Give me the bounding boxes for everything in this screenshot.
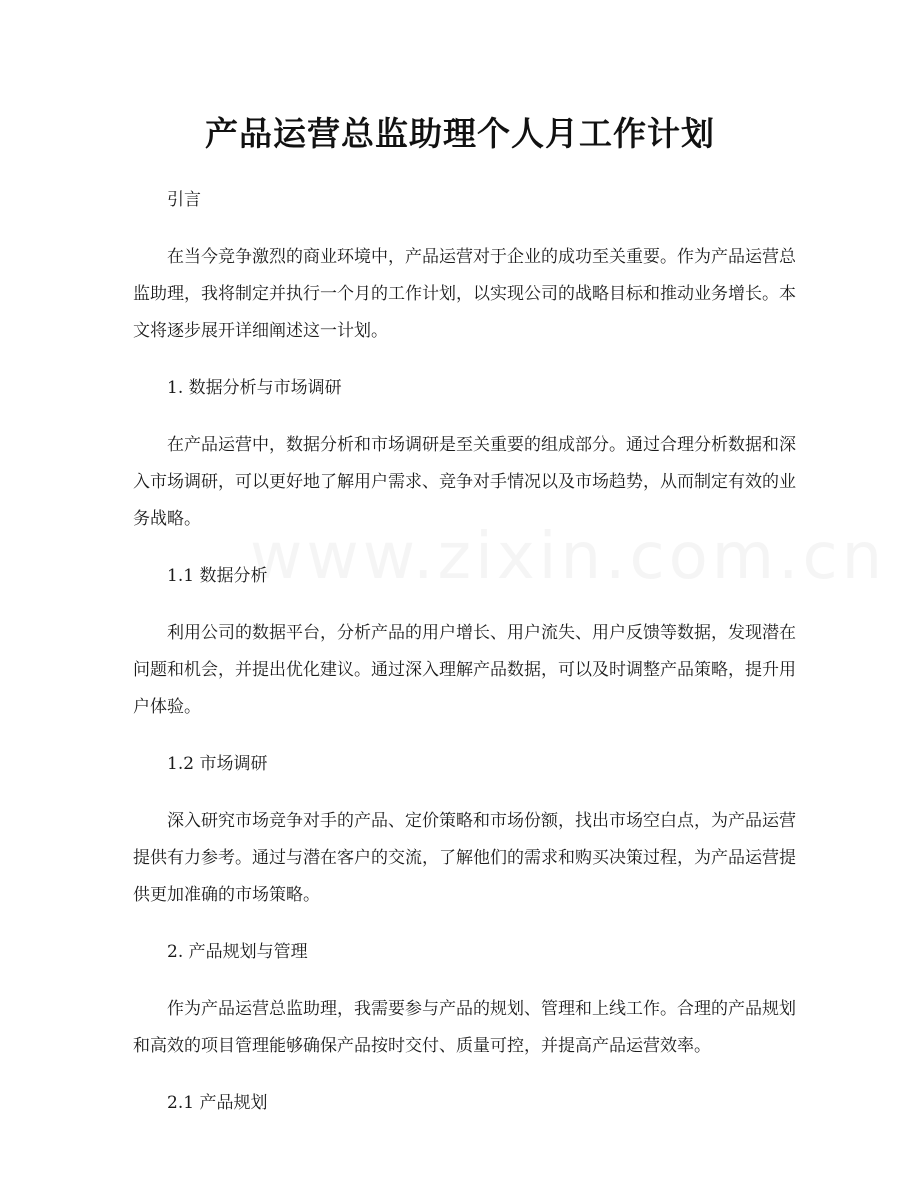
paragraph-1-1: 利用公司的数据平台，分析产品的用户增长、用户流失、用户反馈等数据，发现潜在问题和机会，并提出优化建议。通过深入理解产品数据，可以及时调整产品策略，提升用户体验。 [133,623,796,717]
section-heading-1-2: 1.2 市场调研 [167,754,268,774]
page-title: 产品运营总监助理个人月工作计划 [205,114,715,153]
section-heading-2-1: 2.1 产品规划 [167,1093,268,1113]
paragraph-1-2: 深入研究市场竞争对手的产品、定价策略和市场份额，找出市场空白点，为产品运营提供有力参考。通过与潜在客户的交流，了解他们的需求和购买决策过程，为产品运营提供更加准确的市场策略。 [133,811,796,905]
paragraph-2: 作为产品运营总监助理，我需要参与产品的规划、管理和上线工作。合理的产品规划和高效的项目管理能够确保产品按时交付、质量可控，并提高产品运营效率。 [133,999,796,1056]
watermark: www.zixin.com.cn [250,520,887,594]
paragraph-intro: 在当今竞争激烈的商业环境中，产品运营对于企业的成功至关重要。作为产品运营总监助理，我将制定并执行一个月的工作计划，以实现公司的战略目标和推动业务增长。本文将逐步展开详细阐述这一计划。 [133,247,796,341]
section-heading-1: 1. 数据分析与市场调研 [167,378,342,398]
document-body [133,182,796,1122]
section-heading-1-1: 1.1 数据分析 [167,566,268,586]
paragraph-1: 在产品运营中，数据分析和市场调研是至关重要的组成部分。通过合理分析数据和深入市场调研，可以更好地了解用户需求、竞争对手情况以及市场趋势，从而制定有效的业务战略。 [133,435,796,529]
section-heading-2: 2. 产品规划与管理 [167,942,308,962]
section-heading-intro: 引言 [167,190,201,210]
